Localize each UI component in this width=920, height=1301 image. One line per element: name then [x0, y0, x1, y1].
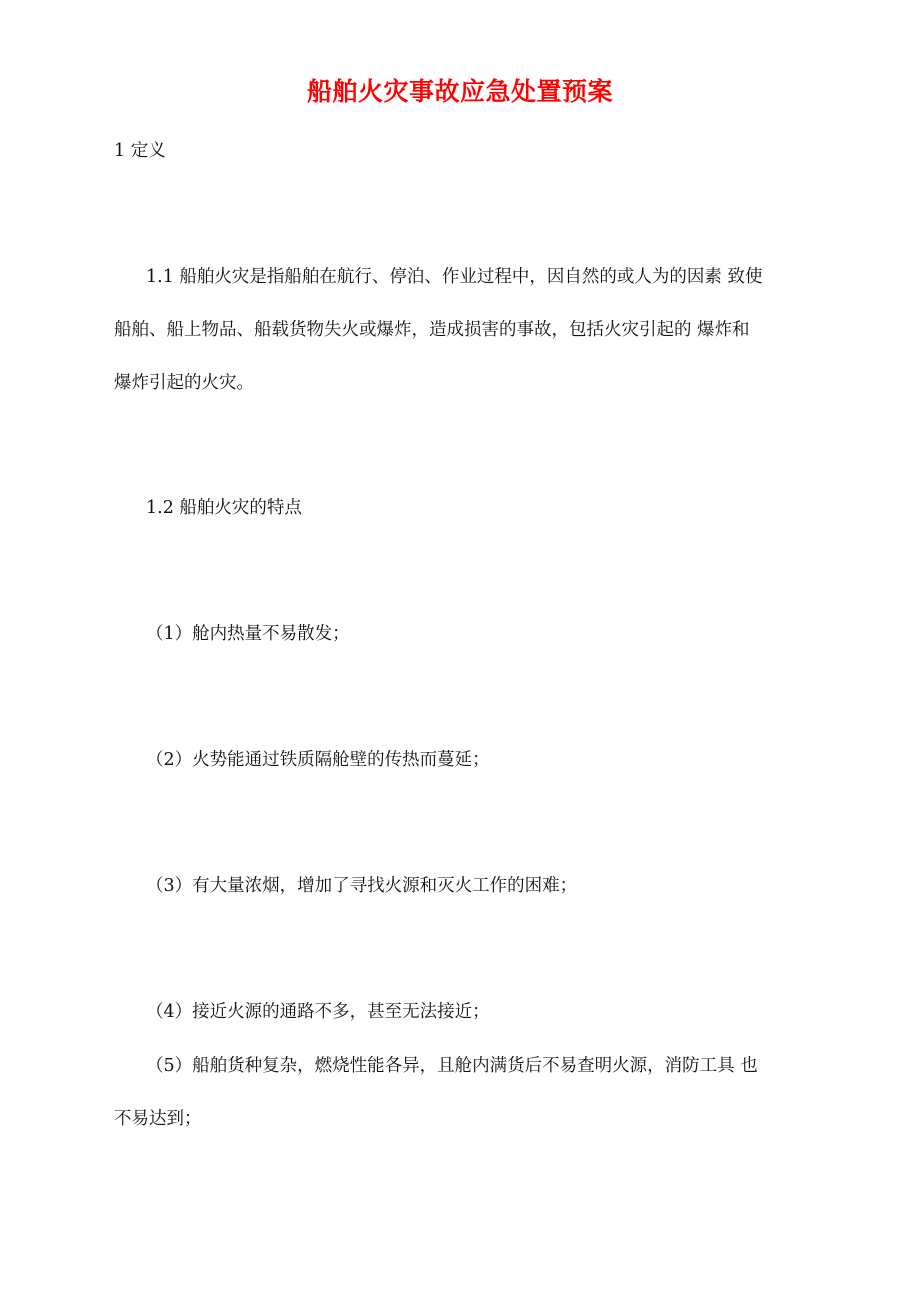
feature-item-2: （2）火势能通过铁质隔舱壁的传热而蔓延； — [146, 750, 490, 770]
document-title: 船舶火灾事故应急处置预案 — [306, 77, 613, 106]
para-1-1-line-1: 1.1 船舶火灾是指船舶在航行、停泊、作业过程中，因自然的或人为的因素 致使 — [146, 267, 763, 287]
para-1-1-line-2: 船舶、船上物品、船载货物失火或爆炸，造成损害的事故，包括火灾引起的 爆炸和 — [114, 320, 750, 340]
feature-item-4: （4）接近火源的通路不多，甚至无法接近； — [146, 1002, 490, 1022]
para-1-2-heading: 1.2 船舶火灾的特点 — [146, 498, 302, 518]
feature-item-3: （3）有大量浓烟，增加了寻找火源和灭火工作的困难； — [146, 876, 578, 896]
feature-item-5-line-2: 不易达到； — [114, 1109, 202, 1129]
para-1-1-line-3: 爆炸引起的火灾。 — [114, 373, 254, 393]
feature-item-1: （1）舱内热量不易散发； — [146, 624, 350, 644]
section-1-heading: 1 定义 — [114, 141, 166, 161]
feature-item-5-line-1: （5）船舶货种复杂，燃烧性能各异，且舱内满货后不易查明火源，消防工具 也 — [146, 1056, 758, 1076]
